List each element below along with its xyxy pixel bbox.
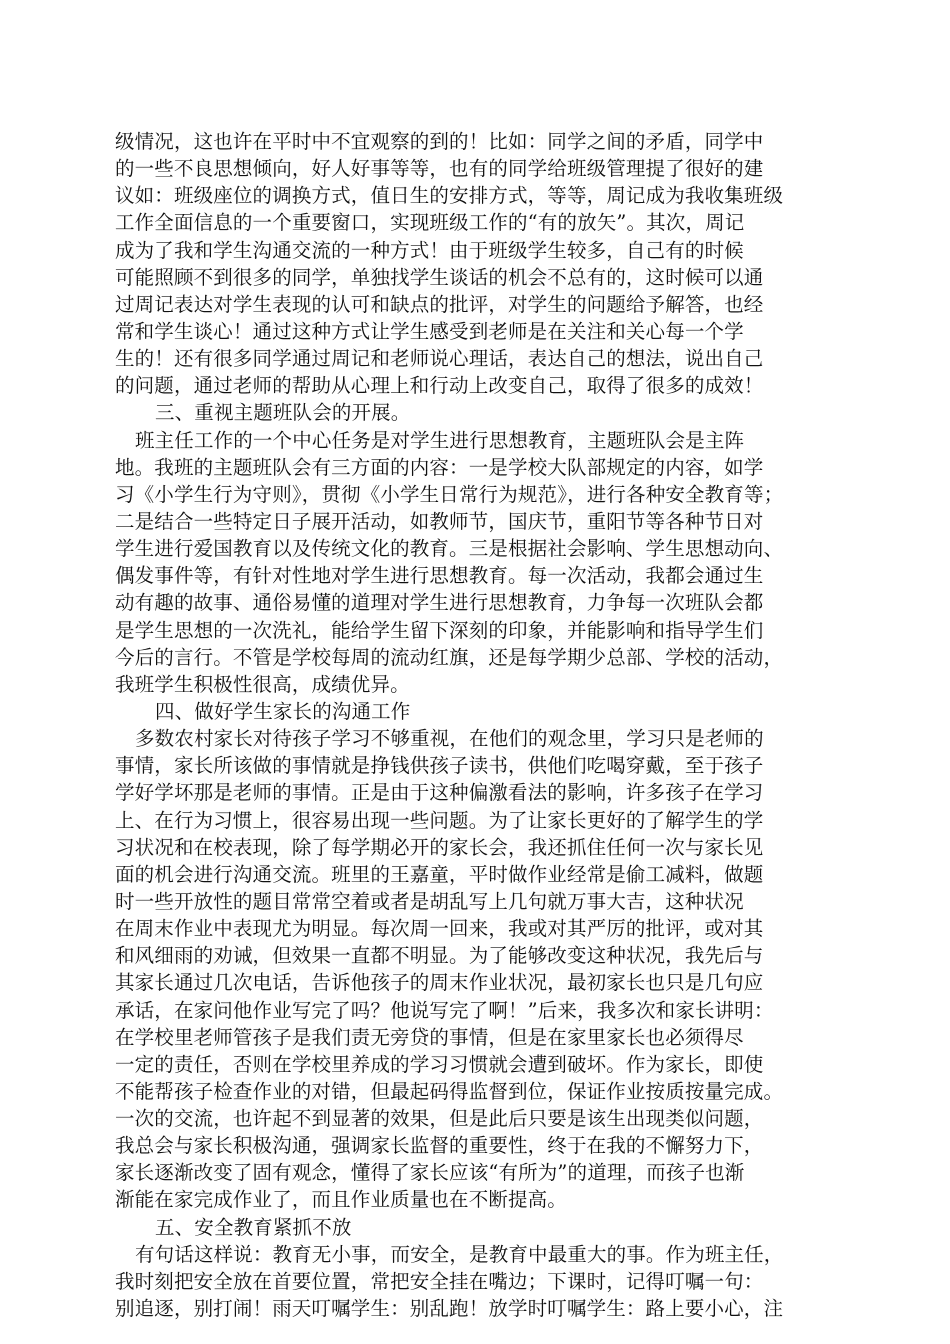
text-line: 是学生思想的一次洗礼，能给学生留下深刻的印象，并能影响和指导学生们 bbox=[115, 618, 764, 642]
document-body bbox=[115, 128, 830, 1322]
text-line: 一定的责任，否则在学校里养成的学习习惯就会遭到破坏。作为家长，即使 bbox=[115, 1052, 764, 1076]
text-line: 有句话这样说：教育无小事，而安全，是教育中最重大的事。作为班主任， bbox=[135, 1242, 784, 1266]
section-heading: 四、做好学生家长的沟通工作 bbox=[155, 699, 411, 723]
text-line: 议如：班级座位的调换方式，值日生的安排方式，等等，周记成为我收集班级 bbox=[115, 184, 784, 208]
text-line: 别追逐，别打闹！雨天叮嘱学生：别乱跑！放学时叮嘱学生：路上要小心，注 bbox=[115, 1297, 784, 1321]
text-line: 工作全面信息的一个重要窗口，实现班级工作的“有的放矢”。其次，周记 bbox=[115, 211, 745, 235]
text-line: 面的机会进行沟通交流。班里的王嘉童，平时做作业经常是偷工减料，做题 bbox=[115, 862, 764, 886]
text-line: 一次的交流，也许起不到显著的效果，但是此后只要是该生出现类似问题， bbox=[115, 1107, 764, 1131]
text-line: 班主任工作的一个中心任务是对学生进行思想教育，主题班队会是主阵 bbox=[135, 428, 745, 452]
text-line: 地。我班的主题班队会有三方面的内容：一是学校大队部规定的内容，如学 bbox=[115, 455, 764, 479]
text-line: 生的！还有很多同学通过周记和老师说心理话，表达自己的想法，说出自己 bbox=[115, 347, 764, 371]
text-line: 在周末作业中表现尤为明显。每次周一回来，我或对其严厉的批评，或对其 bbox=[115, 917, 764, 941]
section-heading: 五、安全教育紧抓不放 bbox=[155, 1215, 352, 1239]
text-line: 渐能在家完成作业了，而且作业质量也在不断提高。 bbox=[115, 1188, 567, 1212]
text-line: 我时刻把安全放在首要位置，常把安全挂在嘴边；下课时，记得叮嘱一句： bbox=[115, 1269, 764, 1293]
text-line: 的一些不良思想倾向，好人好事等等，也有的同学给班级管理提了很好的建 bbox=[115, 157, 764, 181]
text-line: 我总会与家长积极沟通，强调家长监督的重要性，终于在我的不懈努力下， bbox=[115, 1134, 764, 1158]
text-line: 成为了我和学生沟通交流的一种方式！由于班级学生较多，自己有的时候 bbox=[115, 238, 744, 262]
text-line: 可能照顾不到很多的同学，单独找学生谈话的机会不总有的，这时候可以通 bbox=[115, 265, 764, 289]
text-line: 其家长通过几次电话，告诉他孩子的周末作业状况，最初家长也只是几句应 bbox=[115, 971, 764, 995]
text-line: 习状况和在校表现，除了每学期必开的家长会，我还抓住任何一次与家长见 bbox=[115, 835, 764, 859]
section-heading: 三、重视主题班队会的开展。 bbox=[155, 401, 411, 425]
text-line: 习《小学生行为守则》，贯彻《小学生日常行为规范》，进行各种安全教育等； bbox=[115, 482, 784, 506]
text-line: 家长逐渐改变了固有观念，懂得了家长应该“有所为”的道理，而孩子也渐 bbox=[115, 1161, 745, 1185]
text-line: 上、在行为习惯上，很容易出现一些问题。为了让家长更好的了解学生的学 bbox=[115, 808, 764, 832]
text-line: 的问题，通过老师的帮助从心理上和行动上改变自己，取得了很多的成效！ bbox=[115, 374, 764, 398]
text-line: 时一些开放性的题目常常空着或者是胡乱写上几句就万事大吉，这种状况 bbox=[115, 889, 744, 913]
text-line: 二是结合一些特定日子展开活动，如教师节，国庆节，重阳节等各种节日对 bbox=[115, 509, 764, 533]
text-line: 承话，在家问他作业写完了吗？他说写完了啊！”后来，我多次和家长讲明： bbox=[115, 998, 774, 1022]
text-line: 学好学坏那是老师的事情。正是由于这种偏激看法的影响，许多孩子在学习 bbox=[115, 781, 764, 805]
text-line: 级情况，这也许在平时中不宜观察的到的！比如：同学之间的矛盾，同学中 bbox=[115, 130, 764, 153]
text-line: 我班学生积极性很高，成绩优异。 bbox=[115, 672, 410, 696]
text-line: 多数农村家长对待孩子学习不够重视，在他们的观念里，学习只是老师的 bbox=[135, 727, 764, 751]
text-line: 今后的言行。不管是学校每周的流动红旗，还是每学期少总部、学校的活动， bbox=[115, 645, 784, 669]
text-line: 动有趣的故事、通俗易懂的道理对学生进行思想教育，力争每一次班队会都 bbox=[115, 591, 764, 615]
text-line: 和风细雨的劝诫，但效果一直都不明显。为了能够改变这种状况，我先后与 bbox=[115, 944, 764, 968]
text-line: 偶发事件等，有针对性地对学生进行思想教育。每一次活动，我都会通过生 bbox=[115, 564, 764, 588]
text-line: 不能帮孩子检查作业的对错，但最起码得监督到位，保证作业按质按量完成。 bbox=[115, 1079, 784, 1103]
text-line: 学生进行爱国教育以及传统文化的教育。三是根据社会影响、学生思想动向、 bbox=[115, 537, 784, 561]
text-line: 事情，家长所该做的事情就是挣钱供孩子读书，供他们吃喝穿戴，至于孩子 bbox=[115, 754, 764, 778]
text-line: 过周记表达对学生表现的认可和缺点的批评，对学生的问题给予解答，也经 bbox=[115, 292, 764, 316]
text-line: 在学校里老师管孩子是我们责无旁贷的事情，但是在家里家长也必须得尽 bbox=[115, 1025, 744, 1049]
text-line: 常和学生谈心！通过这种方式让学生感受到老师是在关注和关心每一个学 bbox=[115, 319, 744, 343]
